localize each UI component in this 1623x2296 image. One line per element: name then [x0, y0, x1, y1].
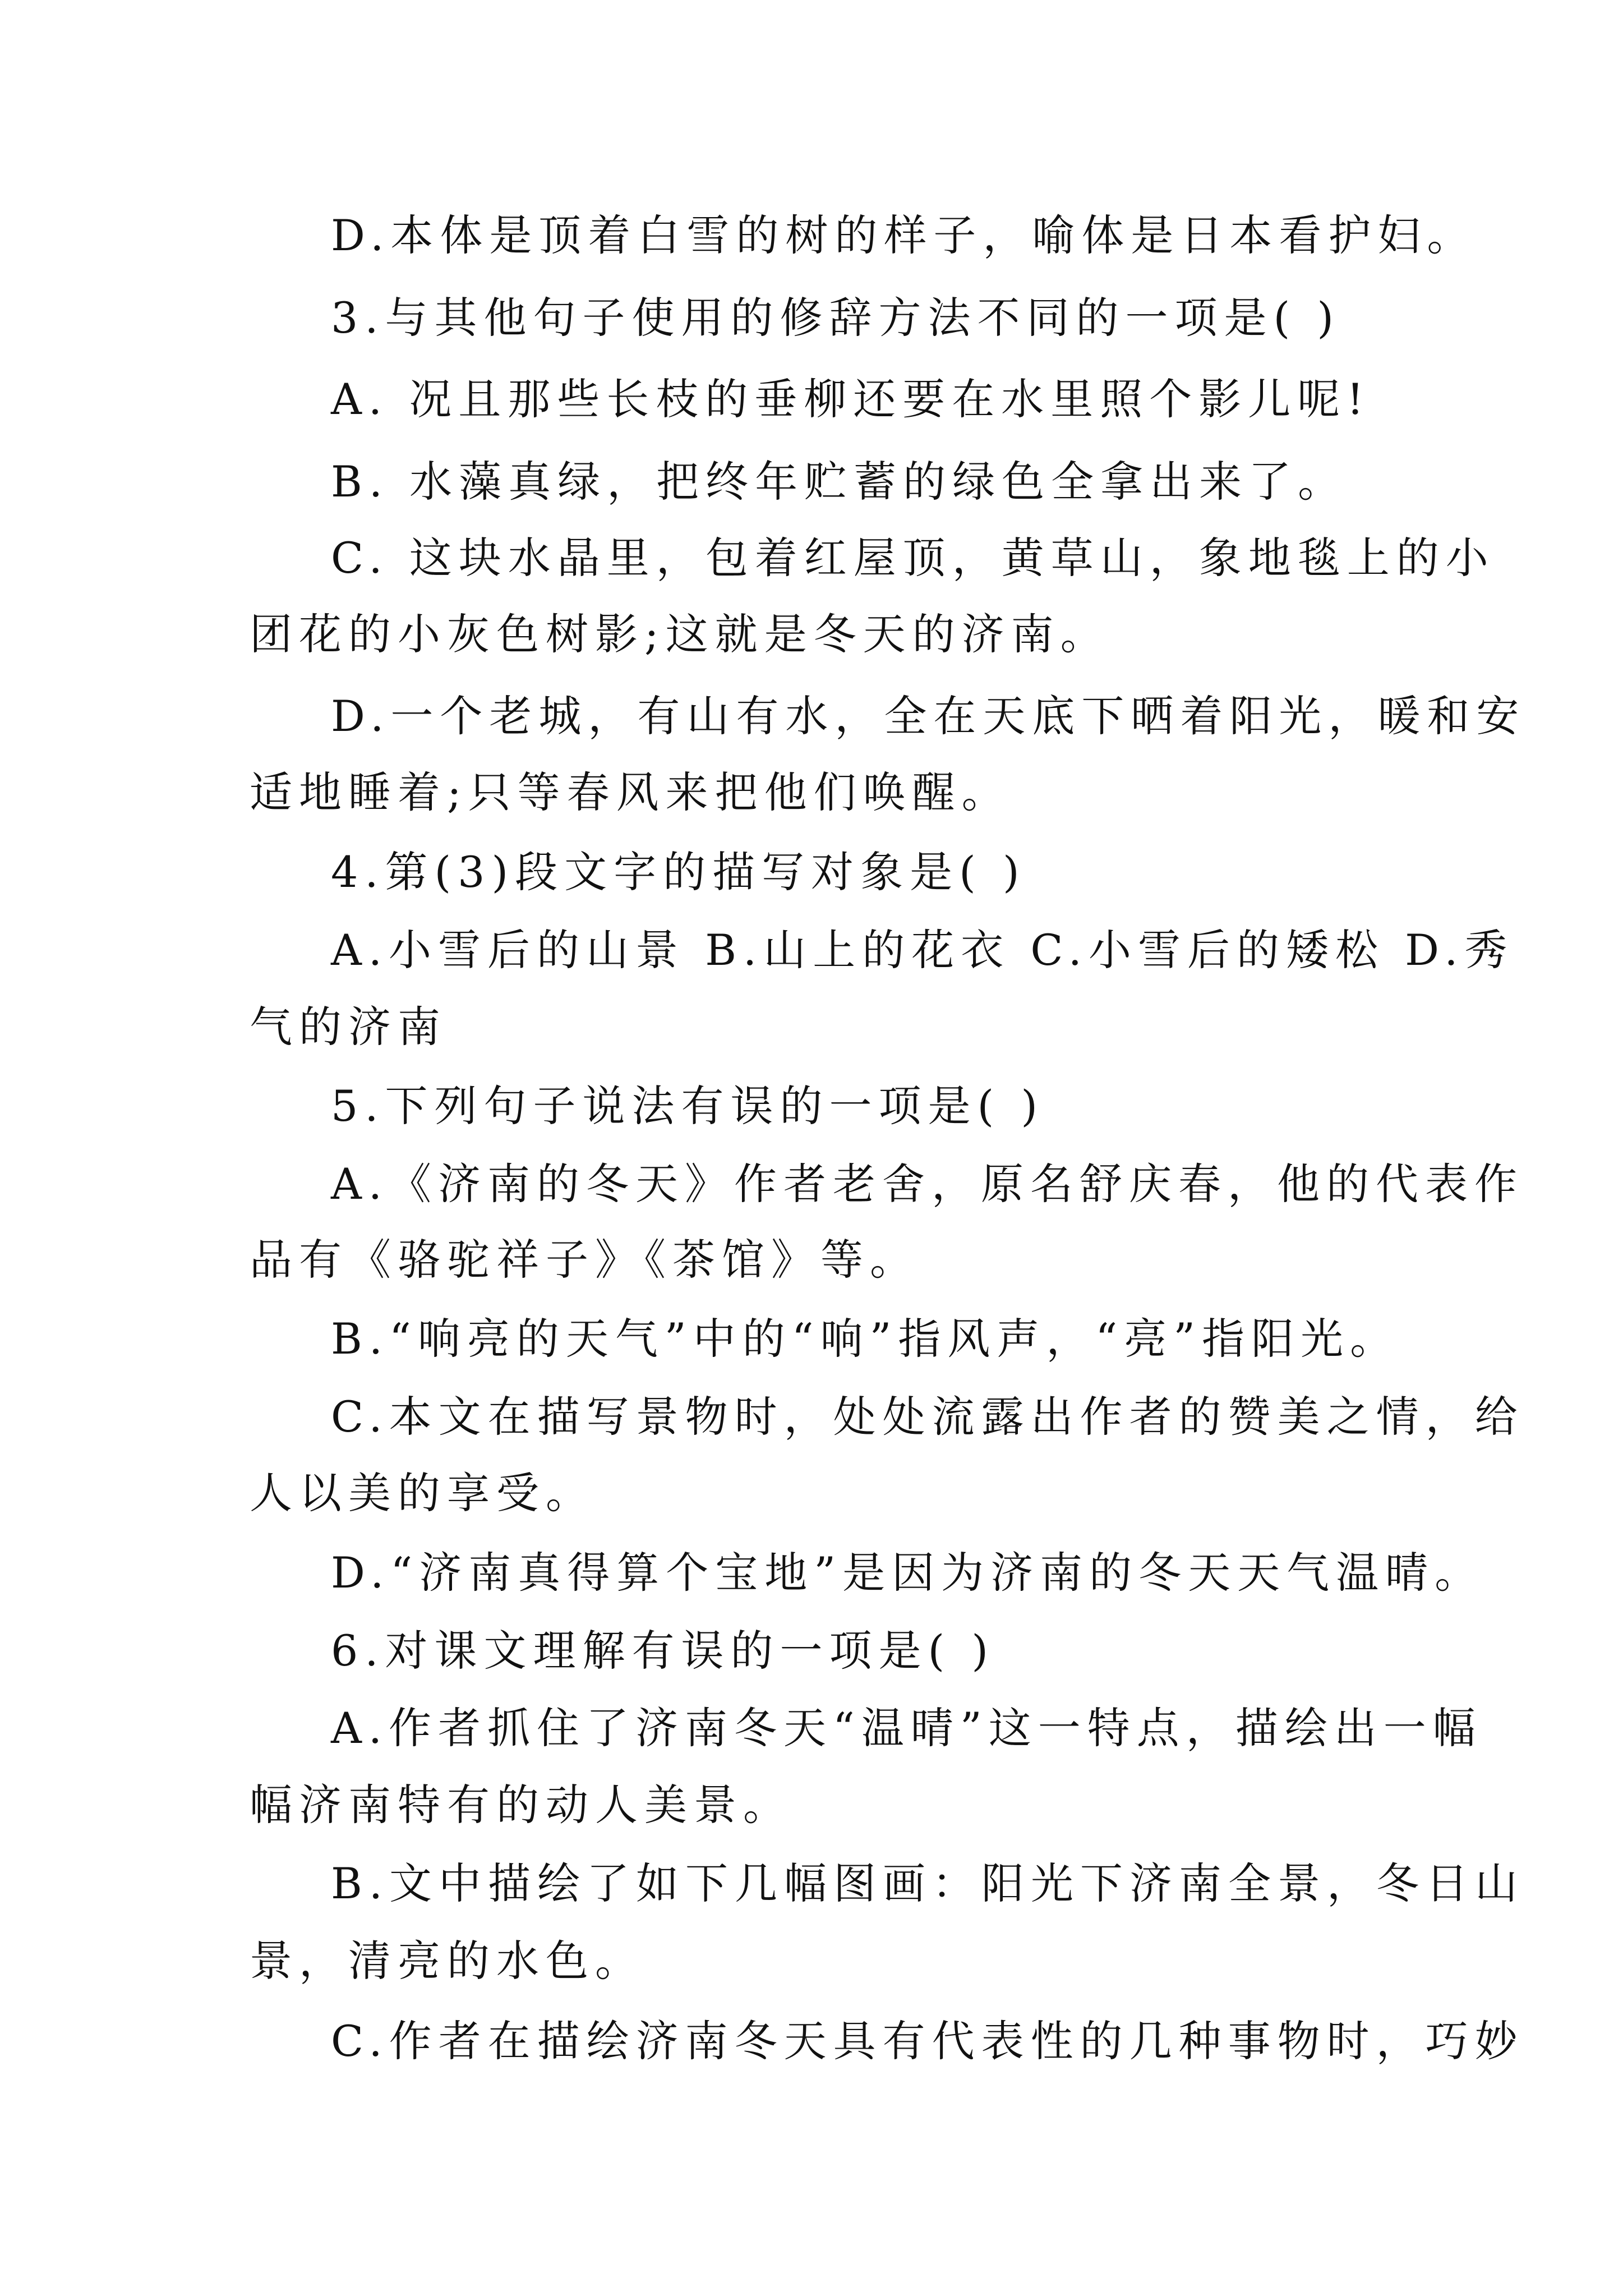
- option-a-line: A. 况且那些长枝的垂柳还要在水里照个影儿呢!: [331, 374, 1371, 424]
- question-4-line: 4.第(3)段文字的描写对象是( ): [331, 847, 1026, 897]
- option-a-continuation: 幅济南特有的动人美景。: [250, 1780, 792, 1830]
- option-a-line: A.作者抓住了济南冬天“温晴”这一特点，描绘出一幅: [331, 1703, 1482, 1753]
- option-d-line: D.本体是顶着白雪的树的样子，喻体是日本看护妇。: [331, 210, 1477, 260]
- question-4-options: A.小雪后的山景 B.山上的花衣 C.小雪后的矮松 D.秀: [331, 925, 1514, 975]
- question-6-line: 6.对课文理解有误的一项是( ): [331, 1626, 995, 1676]
- option-c-continuation: 人以美的享受。: [250, 1468, 595, 1518]
- option-a-line: A.《济南的冬天》作者老舍，原名舒庆春，他的代表作: [331, 1159, 1524, 1209]
- option-a-continuation: 品有《骆驼祥子》《茶馆》等。: [250, 1235, 919, 1285]
- option-b-continuation: 景，清亮的水色。: [250, 1936, 644, 1986]
- question-4-options-continuation: 气的济南: [250, 1002, 447, 1052]
- option-c-line: C.作者在描绘济南冬天具有代表性的几种事物时，巧妙: [331, 2016, 1524, 2066]
- option-d-line: D.“济南真得算个宝地”是因为济南的冬天天气温晴。: [331, 1548, 1484, 1598]
- option-b-line: B. 水藻真绿，把终年贮蓄的绿色全拿出来了。: [331, 457, 1348, 507]
- option-c-line: C.本文在描写景物时，处处流露出作者的赞美之情，给: [331, 1392, 1524, 1442]
- option-d-continuation: 适地睡着;只等春风来把他们唤醒。: [250, 767, 1011, 817]
- option-b-line: B.“响亮的天气”中的“响”指风声，“亮”指阳光。: [331, 1314, 1400, 1364]
- option-c-continuation: 团花的小灰色树影;这就是冬天的济南。: [250, 609, 1110, 659]
- question-5-line: 5.下列句子说法有误的一项是( ): [331, 1081, 1044, 1131]
- option-b-line: B.文中描绘了如下几幅图画：阳光下济南全景，冬日山: [331, 1858, 1525, 1908]
- question-3-line: 3.与其他句子使用的修辞方法不同的一项是( ): [331, 293, 1340, 343]
- option-c-line: C. 这块水晶里，包着红屋顶，黄草山，象地毯上的小: [331, 533, 1495, 583]
- option-d-line: D.一个老城，有山有水，全在天底下晒着阳光，暖和安: [331, 691, 1526, 741]
